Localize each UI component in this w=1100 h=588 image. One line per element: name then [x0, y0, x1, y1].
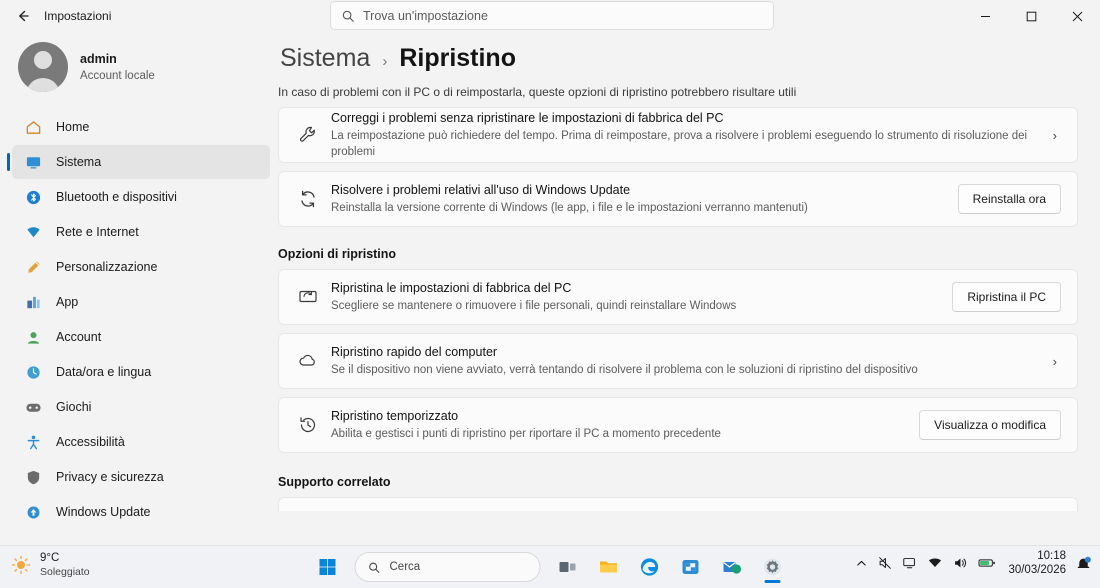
user-profile[interactable]: [0, 32, 278, 106]
profile-name: admin: [80, 51, 117, 66]
sidebar-nav: [0, 110, 278, 529]
sidebar-item-rete-e-internet[interactable]: [12, 215, 270, 249]
system-tray: [855, 549, 1092, 577]
arrow-left-icon: [15, 8, 31, 24]
sidebar-item-account[interactable]: [12, 320, 270, 354]
sidebar-item-label: Sistema: [56, 155, 102, 169]
battery-icon: [977, 555, 997, 571]
clock[interactable]: [1008, 549, 1066, 577]
sidebar: [0, 32, 278, 545]
breadcrumb-separator-icon: ›: [382, 53, 388, 70]
sidebar-item-giochi[interactable]: [12, 390, 270, 424]
weather-condition: Soleggiato: [40, 566, 90, 578]
edge-icon: [639, 556, 661, 578]
sidebar-item-label: Home: [56, 120, 90, 134]
card-subtitle: Se il dispositivo non viene avviato, verrà tentando di risolvere il problema con le soluzioni di ripristino del dispositivo: [331, 364, 918, 376]
home-icon: [24, 118, 42, 136]
wrench-icon: [293, 124, 323, 146]
settings-search-placeholder: Trova un'impostazione: [363, 8, 488, 23]
network-icon: [927, 555, 943, 571]
folder-icon: [598, 556, 620, 578]
monitor-button[interactable]: [902, 555, 918, 571]
no-sound-icon: [877, 555, 893, 571]
page-title: Ripristino: [399, 44, 516, 72]
section-heading-recovery-options: Opzioni di ripristino: [278, 247, 397, 261]
microsoft-edge-button[interactable]: [632, 550, 668, 584]
network-icon: [24, 223, 42, 241]
sidebar-item-windows-update[interactable]: [12, 495, 270, 529]
card-fix-problems[interactable]: [278, 107, 1078, 163]
title-bar: [0, 0, 1100, 32]
refresh-icon: [293, 188, 323, 210]
notification-bell-icon: [1075, 555, 1092, 572]
sidebar-item-label: Rete e Internet: [56, 225, 139, 239]
back-button[interactable]: [6, 1, 40, 31]
sidebar-item-personalizzazione[interactable]: [12, 250, 270, 284]
taskbar-center: [310, 550, 791, 584]
store-icon: [680, 556, 702, 578]
battery-button[interactable]: [977, 555, 997, 571]
search-icon: [341, 9, 355, 23]
cloud-icon: [293, 350, 323, 372]
sidebar-item-label: App: [56, 295, 79, 309]
card-reset-pc[interactable]: [278, 269, 1078, 325]
chevron-right-icon[interactable]: ›: [1052, 127, 1057, 143]
card-related-support-partial[interactable]: [278, 497, 1078, 511]
sidebar-item-data-ora-e-lingua[interactable]: [12, 355, 270, 389]
breadcrumb-root[interactable]: Sistema: [280, 44, 371, 72]
chevron-right-icon[interactable]: ›: [1052, 353, 1057, 369]
settings-search-box[interactable]: [330, 1, 774, 30]
start-button[interactable]: [310, 550, 346, 584]
pc-reset-icon: [293, 286, 323, 308]
reset-pc-button[interactable]: Ripristina il PC: [952, 282, 1061, 312]
gaming-icon: [24, 398, 42, 416]
apps-icon: [24, 293, 42, 311]
maximize-icon: [1026, 11, 1037, 22]
brush-icon: [24, 258, 42, 276]
no-sound-button[interactable]: [877, 555, 893, 571]
sidebar-item-accessibilita[interactable]: [12, 425, 270, 459]
system-icon: [24, 153, 42, 171]
clock-date: 30/03/2026: [1008, 564, 1066, 576]
taskbar-search[interactable]: [355, 552, 541, 582]
reinstall-now-button[interactable]: Reinstalla ora: [958, 184, 1061, 214]
sidebar-item-label: Windows Update: [56, 505, 151, 519]
card-title: Ripristino temporizzato: [331, 409, 459, 423]
sidebar-item-label: Accessibilità: [56, 435, 125, 449]
profile-subtitle: Account locale: [80, 69, 155, 82]
mail-button[interactable]: [714, 550, 750, 584]
section-heading-related-support: Supporto correlato: [278, 475, 391, 489]
taskbar-search-placeholder: Cerca: [389, 561, 421, 573]
sidebar-item-app[interactable]: [12, 285, 270, 319]
card-subtitle: Reinstalla la versione corrente di Windows (le app, i file e le impostazioni verranno mantenuti): [331, 202, 808, 214]
app-title: Impostazioni: [44, 9, 112, 23]
shield-icon: [24, 468, 42, 486]
close-icon: [1072, 11, 1083, 22]
close-button[interactable]: [1054, 0, 1100, 32]
monitor-icon: [902, 555, 918, 571]
accessibility-icon: [24, 433, 42, 451]
sidebar-item-home[interactable]: [12, 110, 270, 144]
sidebar-item-privacy-e-sicurezza[interactable]: [12, 460, 270, 494]
sidebar-item-label: Privacy e sicurezza: [56, 470, 164, 484]
breadcrumb: [278, 32, 1100, 73]
bluetooth-icon: [24, 188, 42, 206]
volume-icon: [952, 555, 968, 571]
task-view-button[interactable]: [550, 550, 586, 584]
card-quick-machine-recovery[interactable]: [278, 333, 1078, 389]
chevron-up-icon: [855, 557, 868, 570]
gear-icon: [762, 556, 784, 578]
microsoft-store-button[interactable]: [673, 550, 709, 584]
weather-widget[interactable]: [10, 551, 90, 579]
update-icon: [24, 503, 42, 521]
avatar: [18, 42, 68, 92]
sidebar-item-label: Bluetooth e dispositivi: [56, 190, 177, 204]
card-system-restore[interactable]: [278, 397, 1078, 453]
sidebar-item-sistema[interactable]: [12, 145, 270, 179]
clock-time: 10:18: [1037, 550, 1066, 562]
clock-globe-icon: [24, 363, 42, 381]
weather-temperature: 9°C: [40, 552, 60, 564]
account-icon: [24, 328, 42, 346]
settings-taskbar-button[interactable]: [755, 550, 791, 584]
sidebar-item-bluetooth-e-dispositivi[interactable]: [12, 180, 270, 214]
card-title: Correggi i problemi senza ripristinare le impostazioni di fabbrica del PC: [331, 111, 724, 125]
sun-icon: [10, 554, 32, 576]
card-subtitle: La reimpostazione può richiedere del tempo. Prima di reimpostare, prova a risolvere i problemi eseguendo lo strumento di risoluzione dei problemi: [331, 130, 1028, 158]
history-icon: [293, 414, 323, 436]
page-subtitle: In caso di problemi con il PC o di reimpostarla, queste opzioni di ripristino potrebbero risultare utili: [278, 85, 797, 99]
hidden-icons-button[interactable]: [855, 557, 868, 570]
task-view-icon: [558, 557, 578, 577]
mail-icon: [721, 556, 743, 578]
maximize-button[interactable]: [1008, 0, 1054, 32]
window-controls: [962, 0, 1100, 32]
notification-button[interactable]: [1075, 555, 1092, 572]
main-content: [278, 32, 1100, 545]
sidebar-item-label: Personalizzazione: [56, 260, 158, 274]
file-explorer-button[interactable]: [591, 550, 627, 584]
network-button[interactable]: [927, 555, 943, 571]
sidebar-item-label: Giochi: [56, 400, 92, 414]
card-title: Risolvere i problemi relativi all'uso di Windows Update: [331, 183, 631, 197]
card-windows-update-issues[interactable]: [278, 171, 1078, 227]
view-or-modify-button[interactable]: Visualizza o modifica: [919, 410, 1061, 440]
minimize-button[interactable]: [962, 0, 1008, 32]
taskbar: [0, 545, 1100, 588]
windows-start-icon: [318, 557, 338, 577]
sidebar-item-label: Account: [56, 330, 102, 344]
card-subtitle: Abilita e gestisci i punti di ripristino per riportare il PC a momento precedente: [331, 428, 721, 440]
card-subtitle: Scegliere se mantenere o rimuovere i file personali, quindi reinstallare Windows: [331, 300, 737, 312]
card-title: Ripristino rapido del computer: [331, 345, 498, 359]
search-icon: [368, 561, 381, 574]
card-title: Ripristina le impostazioni di fabbrica del PC: [331, 281, 572, 295]
volume-button[interactable]: [952, 555, 968, 571]
sidebar-item-label: Data/ora e lingua: [56, 365, 152, 379]
minimize-icon: [980, 11, 991, 22]
